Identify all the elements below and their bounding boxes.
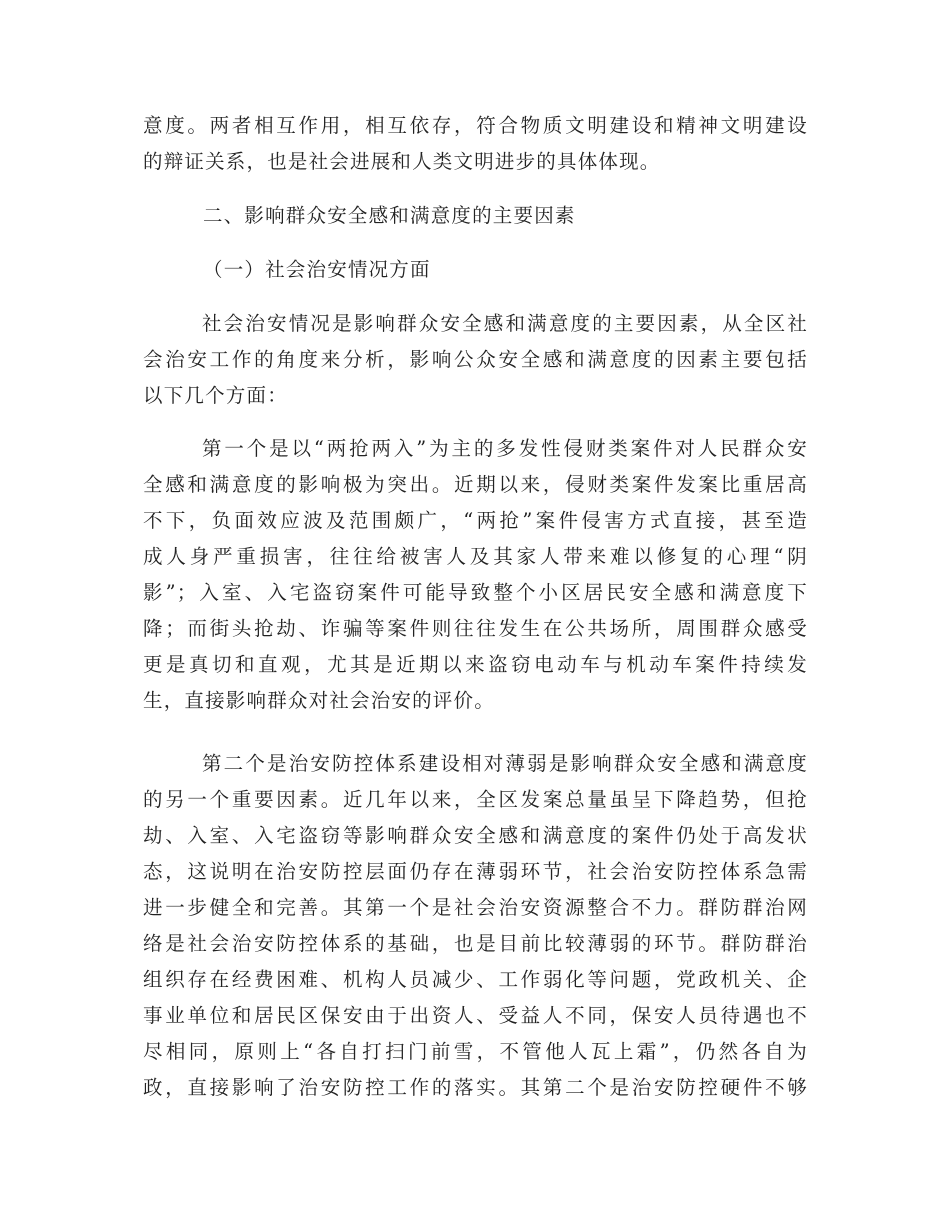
text-line: 政，直接影响了治安防控工作的落实。其第二个是治安防控硬件不够 <box>143 1076 808 1099</box>
text-line: 的另一个重要因素。近几年以来，全区发案总量虽呈下降趋势，但抢 <box>143 788 808 811</box>
text-line: 生，直接影响群众对社会治安的评价。 <box>143 689 495 712</box>
text-line: 意度。两者相互作用，相互依存，符合物质文明建设和精神文明建设 <box>143 114 808 137</box>
text-line: 进一步健全和完善。其第一个是社会治安资源整合不力。群防群治网 <box>143 896 808 919</box>
text-line: 事业单位和居民区保安由于出资人、受益人不同，保安人员待遇也不 <box>143 1004 808 1027</box>
text-line: 不下，负面效应波及范围颇广，“两抢”案件侵害方式直接，甚至造 <box>143 509 808 532</box>
text-line: 成人身严重损害，往往给被害人及其家人带来难以修复的心理“阴 <box>143 545 808 568</box>
paragraph-second-factor <box>143 746 808 1106</box>
text-line: 社会治安情况是影响群众安全感和满意度的主要因素，从全区社 <box>202 312 808 335</box>
text-line: 更是真切和直观，尤其是近期以来盗窃电动车与机动车案件持续发 <box>143 653 808 676</box>
text-line: 以下几个方面： <box>143 384 288 407</box>
paragraph-first-factor <box>143 431 808 719</box>
text-line: 络是社会治安防控体系的基础，也是目前比较薄弱的环节。群防群治 <box>143 932 808 955</box>
text-line: 会治安工作的角度来分析，影响公众安全感和满意度的因素主要包括 <box>143 348 808 371</box>
text-line: 的辩证关系，也是社会进展和人类文明进步的具体体现。 <box>143 150 661 173</box>
text-line: 组织存在经费困难、机构人员减少、工作弱化等问题，党政机关、企 <box>143 968 808 991</box>
text-line: 劫、入室、入宅盗窃等影响群众安全感和满意度的案件仍处于高发状 <box>143 824 808 847</box>
text-line: 尽相同，原则上“各自打扫门前雪，不管他人瓦上霜”，仍然各自为 <box>143 1040 808 1063</box>
heading-text: 二、影响群众安全感和满意度的主要因素 <box>203 204 576 227</box>
text-line: 态，这说明在治安防控层面仍存在薄弱环节，社会治安防控体系急需 <box>143 860 808 883</box>
heading-text: （一）社会治安情况方面 <box>203 258 431 281</box>
text-line: 降；而街头抢劫、诈骗等案件则往往发生在公共场所，周围群众感受 <box>143 617 808 640</box>
paragraph-intro-end <box>143 108 808 180</box>
subsection-heading <box>203 252 823 288</box>
text-line: 全感和满意度的影响极为突出。近期以来，侵财类案件发案比重居高 <box>143 473 808 496</box>
text-line: 第一个是以“两抢两入”为主的多发性侵财类案件对人民群众安 <box>202 437 808 460</box>
section-heading <box>203 198 823 234</box>
text-line: 影”；入室、入宅盗窃案件可能导致整个小区居民安全感和满意度下 <box>143 581 808 604</box>
paragraph-public-order <box>143 306 808 414</box>
text-line: 第二个是治安防控体系建设相对薄弱是影响群众安全感和满意度 <box>202 752 808 775</box>
